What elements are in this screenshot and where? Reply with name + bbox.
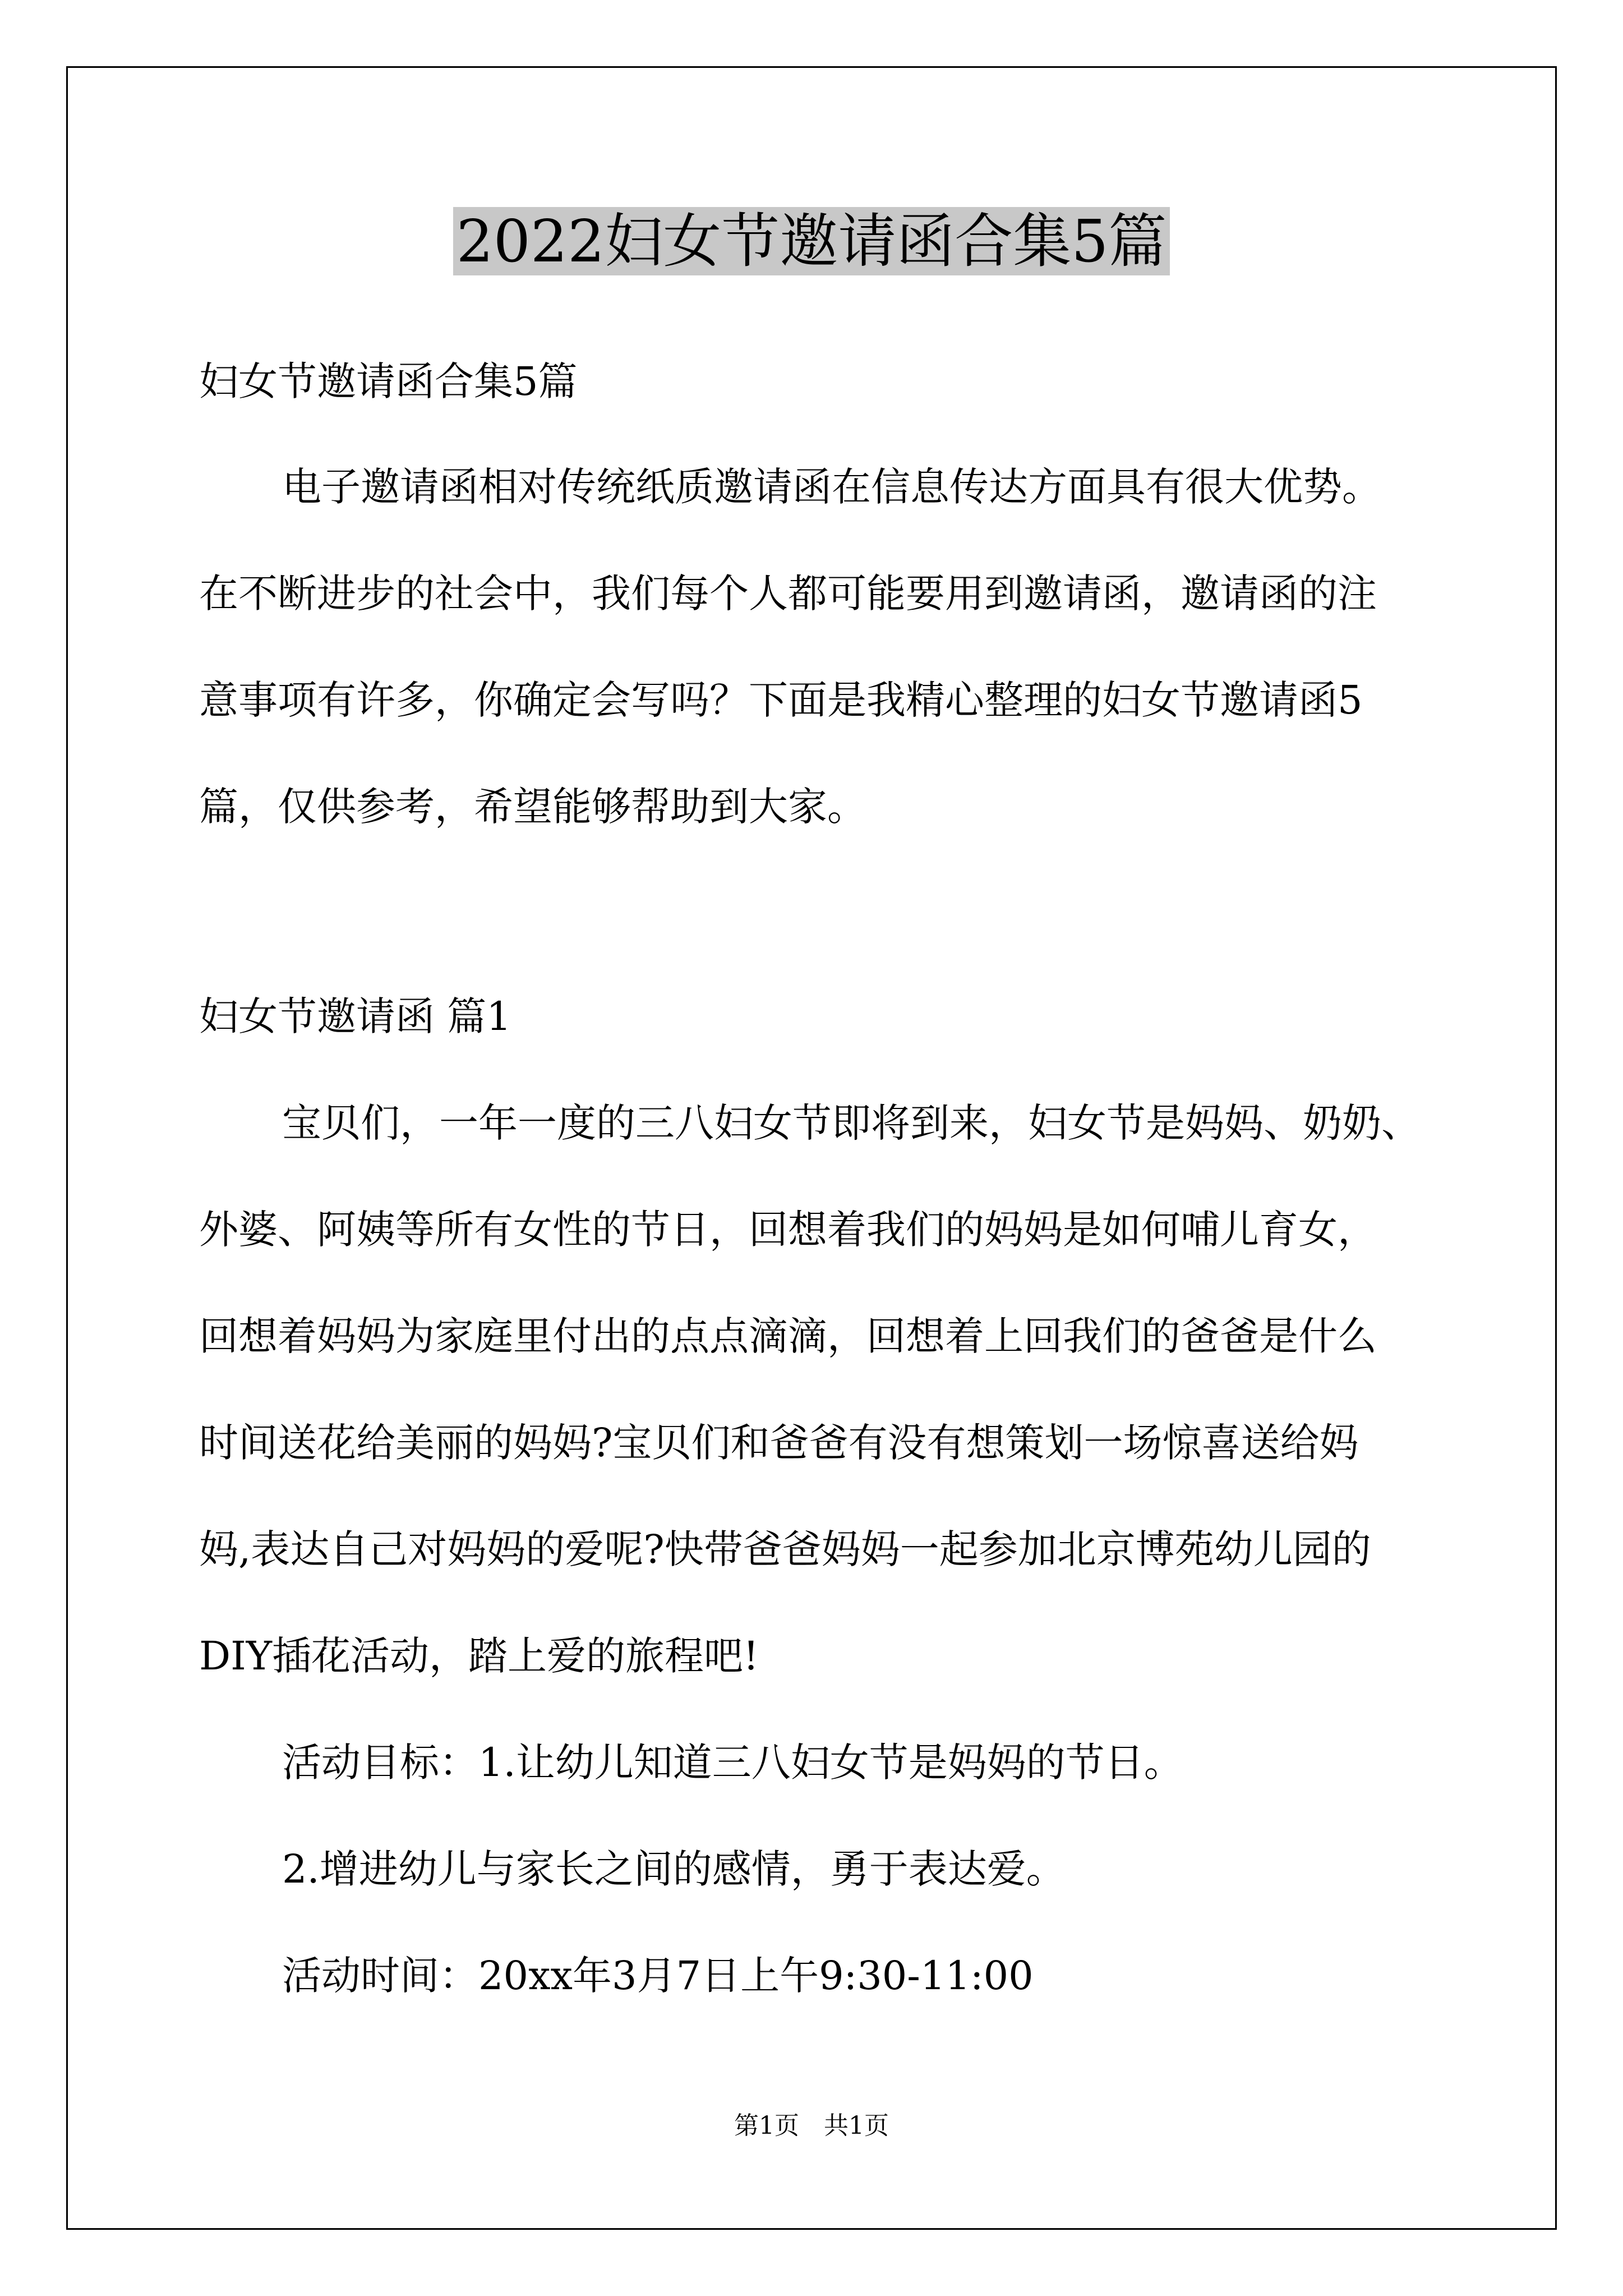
intro-line-2: 在不断进步的社会中，我们每个人都可能要用到邀请函，邀请函的注: [199, 570, 1377, 616]
document-subtitle: 妇女节邀请函合集5篇: [199, 358, 578, 404]
document-title: [0, 202, 1623, 280]
intro-line-1: 电子邀请函相对传统纸质邀请函在信息传达方面具有很大优势。: [282, 464, 1381, 510]
body-line-3: 回想着妈妈为家庭里付出的点点滴滴，回想着上回我们的爸爸是什么: [199, 1313, 1377, 1359]
section-heading: 妇女节邀请函 篇1: [199, 993, 511, 1039]
activity-goal-2: 2.增进幼儿与家长之间的感情，勇于表达爱。: [282, 1846, 1066, 1892]
body-line-1: 宝贝们，一年一度的三八妇女节即将到来，妇女节是妈妈、奶奶、: [282, 1100, 1421, 1146]
activity-goal-1: 活动目标：1.让幼儿知道三八妇女节是妈妈的节日。: [282, 1740, 1183, 1786]
body-line-4: 时间送花给美丽的妈妈?宝贝们和爸爸有没有想策划一场惊喜送给妈: [199, 1420, 1359, 1466]
body-line-5: 妈,表达自己对妈妈的爱呢?快带爸爸妈妈一起参加北京博苑幼儿园的: [199, 1526, 1371, 1572]
intro-line-3: 意事项有许多，你确定会写吗？下面是我精心整理的妇女节邀请函5: [199, 677, 1363, 723]
body-line-2: 外婆、阿姨等所有女性的节日，回想着我们的妈妈是如何哺儿育女，: [199, 1207, 1377, 1253]
intro-line-4: 篇，仅供参考，希望能够帮助到大家。: [199, 784, 866, 830]
body-line-6: DIY插花活动，踏上爱的旅程吧!: [199, 1633, 759, 1679]
page-footer: 第1页 共1页: [734, 2111, 889, 2140]
document-title-text: 2022妇女节邀请函合集5篇: [453, 207, 1170, 275]
activity-time: 活动时间：20xx年3月7日上午9:30-11:00: [282, 1953, 1034, 1999]
